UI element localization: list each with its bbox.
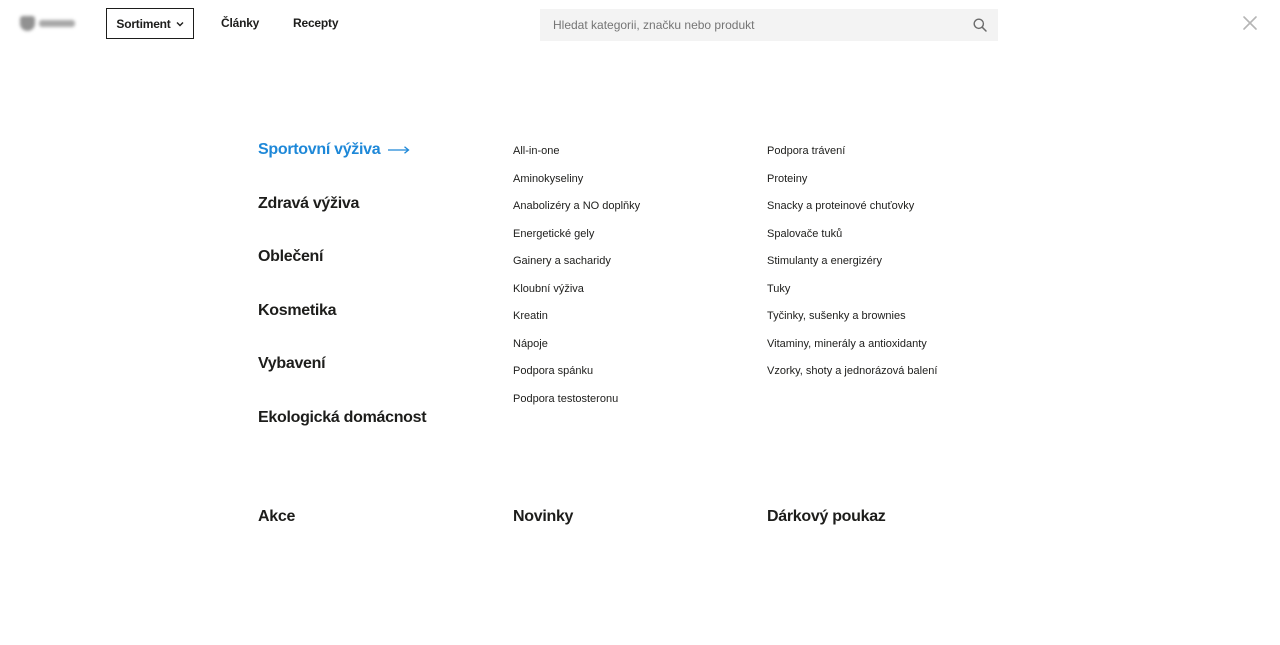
category-label: Ekologická domácnost: [258, 408, 427, 426]
subcategory-link[interactable]: Nápoje: [513, 337, 548, 350]
brand-logo-icon[interactable]: [20, 13, 78, 33]
category-label: Kosmetika: [258, 301, 337, 319]
subcategory-link[interactable]: Kreatin: [513, 310, 548, 322]
link-novinky[interactable]: Novinky: [513, 508, 574, 525]
subcategory-link[interactable]: Podpora trávení: [767, 145, 846, 157]
subcategory-link[interactable]: Anabolizéry a NO doplňky: [513, 200, 641, 212]
link-akce[interactable]: Akce: [258, 508, 296, 525]
subcategory-link[interactable]: Aminokyseliny: [513, 172, 584, 185]
subcategory-link[interactable]: Snacky a proteinové chuťovky: [767, 200, 915, 212]
nav-link-recepty[interactable]: Recepty: [293, 16, 339, 30]
subcategory-link[interactable]: Spalovače tuků: [767, 227, 843, 240]
link-darkovy-poukaz[interactable]: Dárkový poukaz: [767, 508, 886, 525]
category-label: Vybavení: [258, 355, 326, 372]
category-obleceni[interactable]: [258, 248, 498, 266]
subcategory-link[interactable]: Stimulanty a energizéry: [767, 255, 882, 267]
category-zdrava-vyziva[interactable]: [258, 195, 498, 213]
nav-sortiment-label: Sortiment: [116, 16, 171, 31]
category-list: [258, 141, 498, 462]
category-label: Zdravá výživa: [258, 194, 360, 212]
category-sportovni-vyziva[interactable]: [258, 141, 498, 159]
subcategory-link[interactable]: Tyčinky, sušenky a brownies: [767, 310, 906, 322]
subcategory-column-1: [513, 145, 753, 420]
subcategory-link[interactable]: Gainery a sacharidy: [513, 255, 611, 267]
close-icon[interactable]: [1242, 15, 1258, 31]
logo-mark: [20, 16, 35, 31]
subcategory-column-2: [767, 145, 1007, 393]
search-bar: [540, 9, 998, 41]
subcategory-link[interactable]: Tuky: [767, 282, 791, 295]
subcategory-link[interactable]: Podpora testosteronu: [513, 392, 619, 405]
search-icon[interactable]: [972, 17, 988, 33]
logo-wordmark: [39, 20, 75, 27]
subcategory-link[interactable]: Vzorky, shoty a jednorázová balení: [767, 365, 938, 377]
search-input[interactable]: [540, 9, 960, 41]
category-label: Oblečení: [258, 248, 324, 265]
arrow-right-icon: [388, 145, 410, 155]
subcategory-link[interactable]: Podpora spánku: [513, 365, 594, 377]
subcategory-link[interactable]: All-in-one: [513, 145, 560, 157]
nav-sortiment-button[interactable]: [106, 8, 194, 39]
subcategory-link[interactable]: Kloubní výživa: [513, 282, 584, 295]
category-ekologicka-domacnost[interactable]: [258, 409, 498, 427]
category-label: Sportovní výživa: [258, 141, 381, 158]
header: [0, 0, 1280, 48]
chevron-down-icon: [176, 21, 184, 27]
subcategory-link[interactable]: Vitaminy, minerály a antioxidanty: [767, 337, 927, 350]
subcategory-link[interactable]: Energetické gely: [513, 227, 595, 240]
category-kosmetika[interactable]: [258, 302, 498, 320]
subcategory-link[interactable]: Proteiny: [767, 172, 808, 185]
nav-link-clanky[interactable]: Články: [221, 16, 260, 30]
category-vybaveni[interactable]: [258, 355, 498, 373]
